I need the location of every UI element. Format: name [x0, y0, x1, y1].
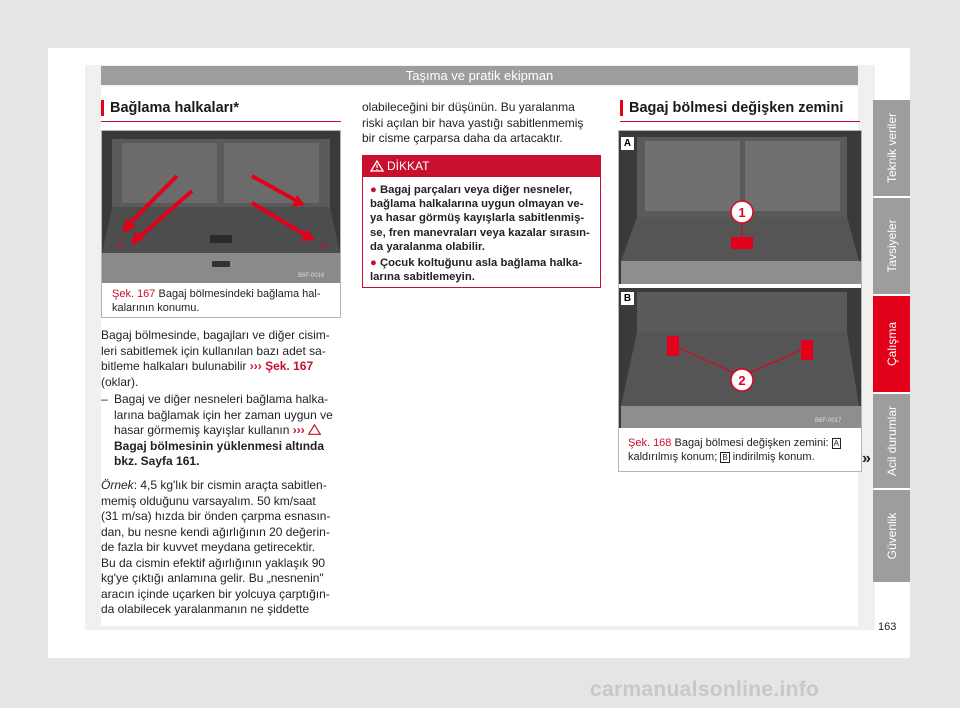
- marker-2: 2: [738, 373, 746, 388]
- figure-167: [101, 130, 341, 318]
- trunk-photo-raised: [619, 131, 861, 284]
- text-line: leri sabitlemek için kullanılan bazı adet sa-: [101, 343, 326, 358]
- warning-icon: [308, 424, 321, 435]
- text-line: larına bağlamak için her zaman uygun ve: [114, 407, 333, 422]
- section-title-variable-floor: Bagaj bölmesi değişken zemini: [620, 100, 843, 116]
- caption-text-167: Bagaj bölmesindeki bağlama hal-kalarının konumu.: [112, 288, 321, 314]
- dash-bullet: –: [101, 392, 108, 406]
- svg-text:∩: ∩: [116, 240, 124, 251]
- figure-number-167: Şek. 167: [112, 288, 156, 300]
- tab-calisma[interactable]: Çalışma: [873, 296, 910, 392]
- watermark: carmanualsonline.info: [590, 678, 820, 701]
- cross-reference[interactable]: Bagaj bölmesinin yüklenmesi altında bkz. Sayfa 161.: [114, 438, 325, 468]
- text-line: bir cisme çarparsa daha da artacaktır.: [362, 131, 563, 145]
- tab-tavsiyeler[interactable]: Tavsiyeler: [873, 198, 910, 294]
- text-line: Bu da cismin efektif ağırlığının yaklaşık 90: [101, 555, 326, 570]
- chapter-header: Taşıma ve pratik ekipman: [101, 66, 858, 85]
- text-line: (31 m/sa) hızda bir önden çarpma esnasın-: [101, 509, 331, 523]
- text-line: Bagaj bölmesinde, bagajları ve diğer cisim-: [101, 328, 330, 342]
- text-line: Örnek: 4,5 kg'lık bir cismin araçta sabitlen-: [101, 478, 327, 492]
- figure-label-b: B: [621, 292, 634, 305]
- dash-item: [101, 392, 346, 470]
- text-line: da olabilecek yaralanmanın ne şiddette: [101, 602, 310, 616]
- figure-label-a: A: [621, 137, 634, 150]
- caption-168: Şek. 168 Bagaj bölmesi değişken zemini: A kaldırılmış konum; B indirilmiş konum.: [628, 437, 839, 463]
- paragraph-intro: [101, 328, 346, 390]
- trunk-photo-tie-rings: [102, 131, 340, 283]
- section-rule: [101, 121, 341, 122]
- page-number: 163: [878, 621, 897, 633]
- figure-168: [618, 130, 862, 472]
- warning-box: [362, 155, 601, 288]
- figure-number-168: Şek. 168: [628, 437, 672, 449]
- section-rule: [620, 121, 860, 122]
- tab-teknik-veriler[interactable]: Teknik veriler: [873, 100, 910, 196]
- text-line: aracın içinde uçarken bir yolcuya çarptığın-: [101, 586, 330, 601]
- text-line: memiş olduğunu varsayalım. 50 km/saat: [101, 493, 316, 508]
- continue-arrow: »: [862, 450, 871, 467]
- tab-guvenlik[interactable]: Güvenlik: [873, 490, 910, 582]
- figure-link-167[interactable]: Şek. 167: [265, 359, 314, 373]
- text-line: riski açılan bir hava yastığı sabitlenmemiş: [362, 115, 584, 130]
- text-line: bitleme halkaları bulunabilir ››› Şek. 167: [101, 359, 314, 373]
- svg-text:∩: ∩: [320, 240, 328, 251]
- figure-code-167: B6F-0016: [298, 273, 325, 279]
- warning-item: ● Çocuk koltuğunu asla bağlama halka- larına sabitlemeyin.: [370, 257, 583, 284]
- marker-1: 1: [738, 205, 746, 220]
- label-b-inline: B: [722, 452, 728, 462]
- text-line: olabileceğini bir düşünün. Bu yaralanma: [362, 100, 575, 114]
- paragraph-example: [101, 478, 351, 618]
- caption-167: [112, 288, 337, 315]
- text-line: dan, bu nesne kendi ağırlığının 20 değerin-: [101, 524, 330, 539]
- figure-code-168: B6F-0017: [815, 418, 842, 424]
- warning-title: DİKKAT: [387, 159, 430, 173]
- paragraph-continued: [362, 100, 607, 147]
- trunk-photo-lowered: [619, 288, 861, 428]
- warning-triangle-icon: [370, 160, 384, 172]
- text-line: de fazla bir kuvvet meydana getirecektir.: [101, 540, 316, 554]
- warning-body: [370, 183, 598, 284]
- text-line: kg'ye çıktığı anlamına gelir. Bu „nesnenin": [101, 571, 324, 585]
- text-line: Bagaj ve diğer nesneleri bağlama halka-: [114, 392, 329, 406]
- section-title-tie-rings: Bağlama halkaları*: [101, 100, 239, 116]
- tab-acil-durumlar[interactable]: Acil durumlar: [873, 394, 910, 488]
- warning-item: ● Bagaj parçaları veya diğer nesneler, bağlama halkalarına uygun olmayan ve- ya hasar görmüş kayışlarla sabitlenmiş- se, fren manevraları veya kazalar sırasın- da yaralanma olabilir.: [370, 184, 590, 253]
- text-line: hasar görmemiş kayışlar kullanın ›››: [114, 423, 346, 439]
- warning-header: [363, 156, 600, 177]
- label-a-inline: A: [833, 439, 839, 448]
- text-line: (oklar).: [101, 374, 139, 389]
